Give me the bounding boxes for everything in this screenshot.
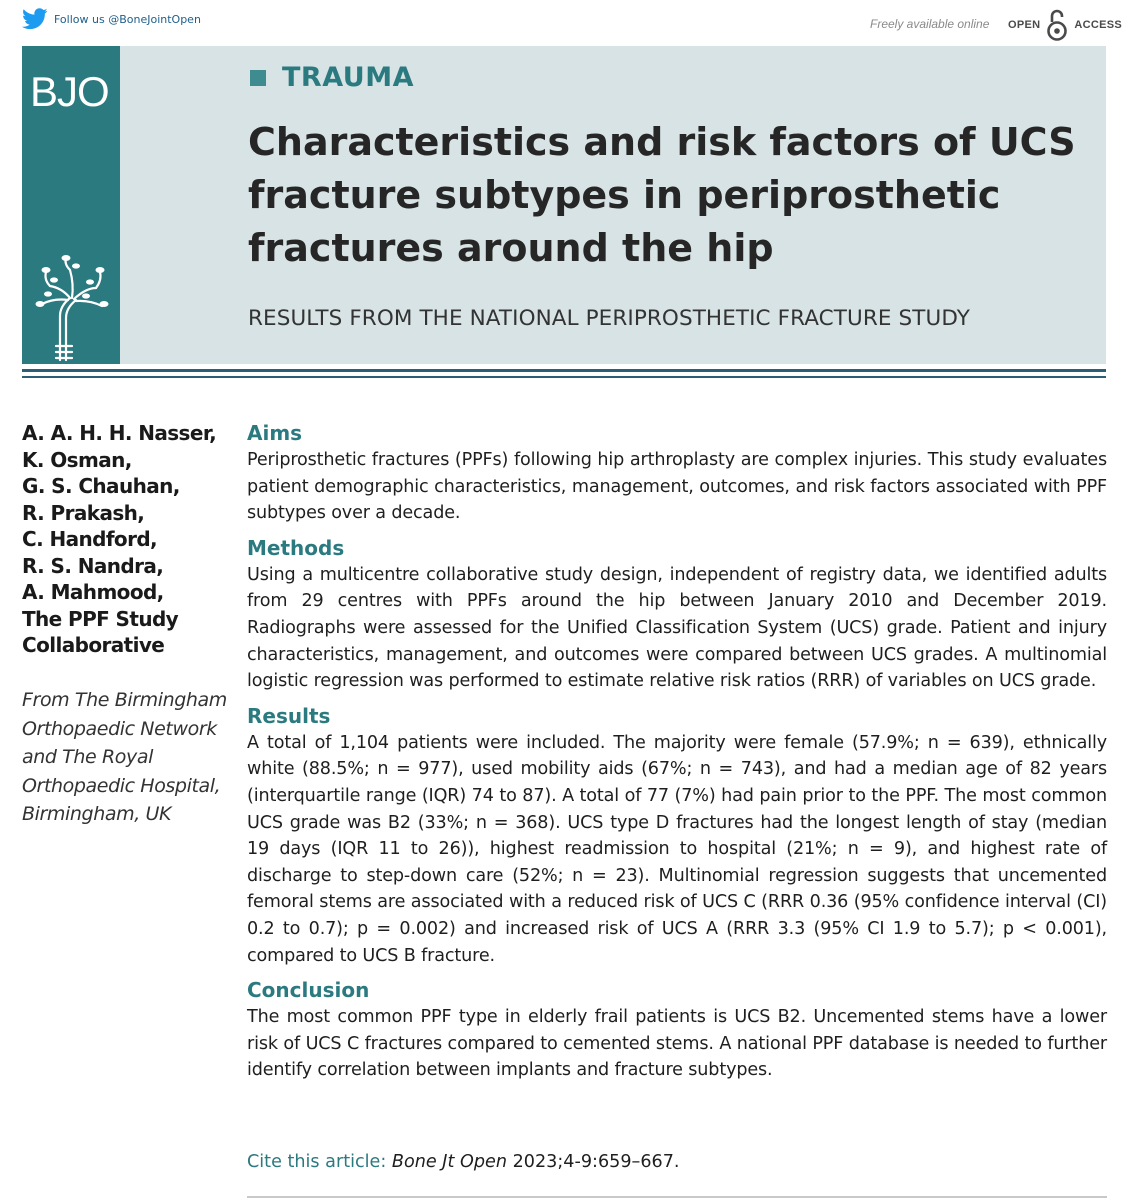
methods-text: Using a multicentre collaborative study design, independent of registry data, we identified adults from 29 centres with PPFs around the hip between January 2010 and December 2019. Radiographs were assessed for the Unified Classification System (UCS) grade. Patient and injury characteristics, management, and outcomes were compared between UCS grades. A multinomial logistic regression was performed to estimate relative risk ratios (RRR) of variables on UCS grade. — [247, 564, 1107, 692]
follow-link[interactable] — [22, 8, 201, 30]
methods-section — [247, 535, 1107, 695]
author-list — [22, 420, 232, 659]
abstract — [247, 420, 1107, 1092]
journal-logo: BJO — [30, 68, 109, 115]
access-word: ACCESS — [1074, 19, 1123, 31]
open-word: OPEN — [1008, 19, 1041, 31]
results-heading: Results — [247, 703, 331, 728]
author: K. Osman, — [22, 447, 132, 472]
author: The PPF Study — [22, 606, 179, 631]
citation-label: Cite this article: — [247, 1152, 387, 1172]
author: A. Mahmood, — [22, 580, 164, 604]
citation-journal: Bone Jt Open — [391, 1152, 507, 1172]
tree-logo-icon — [30, 254, 112, 362]
citation-reference: 2023;4-9:659–667. — [512, 1152, 680, 1172]
open-access-lock-icon — [1045, 8, 1069, 42]
aims-section — [247, 420, 1107, 527]
freely-available-label: Freely available online — [870, 17, 990, 31]
author: G. S. Chauhan, — [22, 474, 180, 498]
header-rule-top — [22, 369, 1106, 372]
results-text: A total of 1,104 patients were included. The majority were female (57.9%; n = 639), ethnically white (88.5%; n = 977), used mobility aids (67%; n = 743), and had a median age of 82 years (interquartile range (IQR) 74 to 87). A total of 77 (7%) had pain prior to the PPF. The most common UCS grade was B2 (33%; n = 368). UCS type D fractures had the longest length of stay (median 19 days (IQR 11 to 26)), highest readmission to hospital (21%; n = 9), and highest rate of discharge to step-down care (52%; n = 23). Multinomial regression suggests that uncemented femoral stems are associated with a reduced risk of UCS C (RRR 0.36 (95% confidence interval (CI) 0.2 to 0.7); p = 0.002) and increased risk of UCS A (RRR 3.3 (95% CI 1.9 to 5.7); p < 0.001), compared to UCS B fracture. — [247, 732, 1107, 966]
affiliation: From The Birmingham Orthopaedic Network and The Royal Orthopaedic Hospital, Birmingham, UK — [22, 689, 227, 825]
aims-heading: Aims — [247, 421, 303, 445]
methods-heading: Methods — [247, 535, 345, 560]
citation — [247, 1152, 680, 1172]
section-label: TRAUMA — [282, 62, 414, 93]
author: Collaborative — [22, 633, 165, 657]
twitter-bird-icon — [22, 8, 48, 30]
follow-text: Follow us @BoneJointOpen — [54, 12, 201, 26]
author: R. S. Nandra, — [22, 553, 164, 578]
open-access-badge — [1008, 8, 1122, 42]
article-title: Characteristics and risk factors of UCS fracture subtypes in periprosthetic fractures around the hip — [248, 120, 1076, 270]
conclusion-heading: Conclusion — [247, 978, 370, 1003]
author: C. Handford, — [22, 527, 158, 551]
author: A. A. H. H. Nasser, — [22, 421, 217, 445]
article-header — [22, 46, 1106, 364]
top-bar — [0, 0, 1140, 44]
journal-logo-column — [22, 46, 120, 364]
footer-rule — [247, 1196, 1107, 1198]
article-subtitle: RESULTS FROM THE NATIONAL PERIPROSTHETIC FRACTURE STUDY — [248, 306, 971, 331]
author: R. Prakash, — [22, 500, 145, 525]
conclusion-text: The most common PPF type in elderly frail patients is UCS B2. Uncemented stems have a lower risk of UCS C fractures compared to cemented stems. A national PPF database is needed to further identify correlation between implants and fracture subtypes. — [247, 1007, 1107, 1081]
section-square-marker — [250, 70, 266, 86]
aims-text: Periprosthetic fractures (PPFs) following hip arthroplasty are complex injuries. This study evaluates patient demographic characteristics, management, outcomes, and risk factors associated with PPF subtypes over a decade. — [247, 450, 1107, 524]
section-heading — [250, 62, 414, 93]
conclusion-section — [247, 977, 1107, 1084]
results-section — [247, 703, 1107, 969]
header-rule-bottom — [22, 376, 1106, 378]
